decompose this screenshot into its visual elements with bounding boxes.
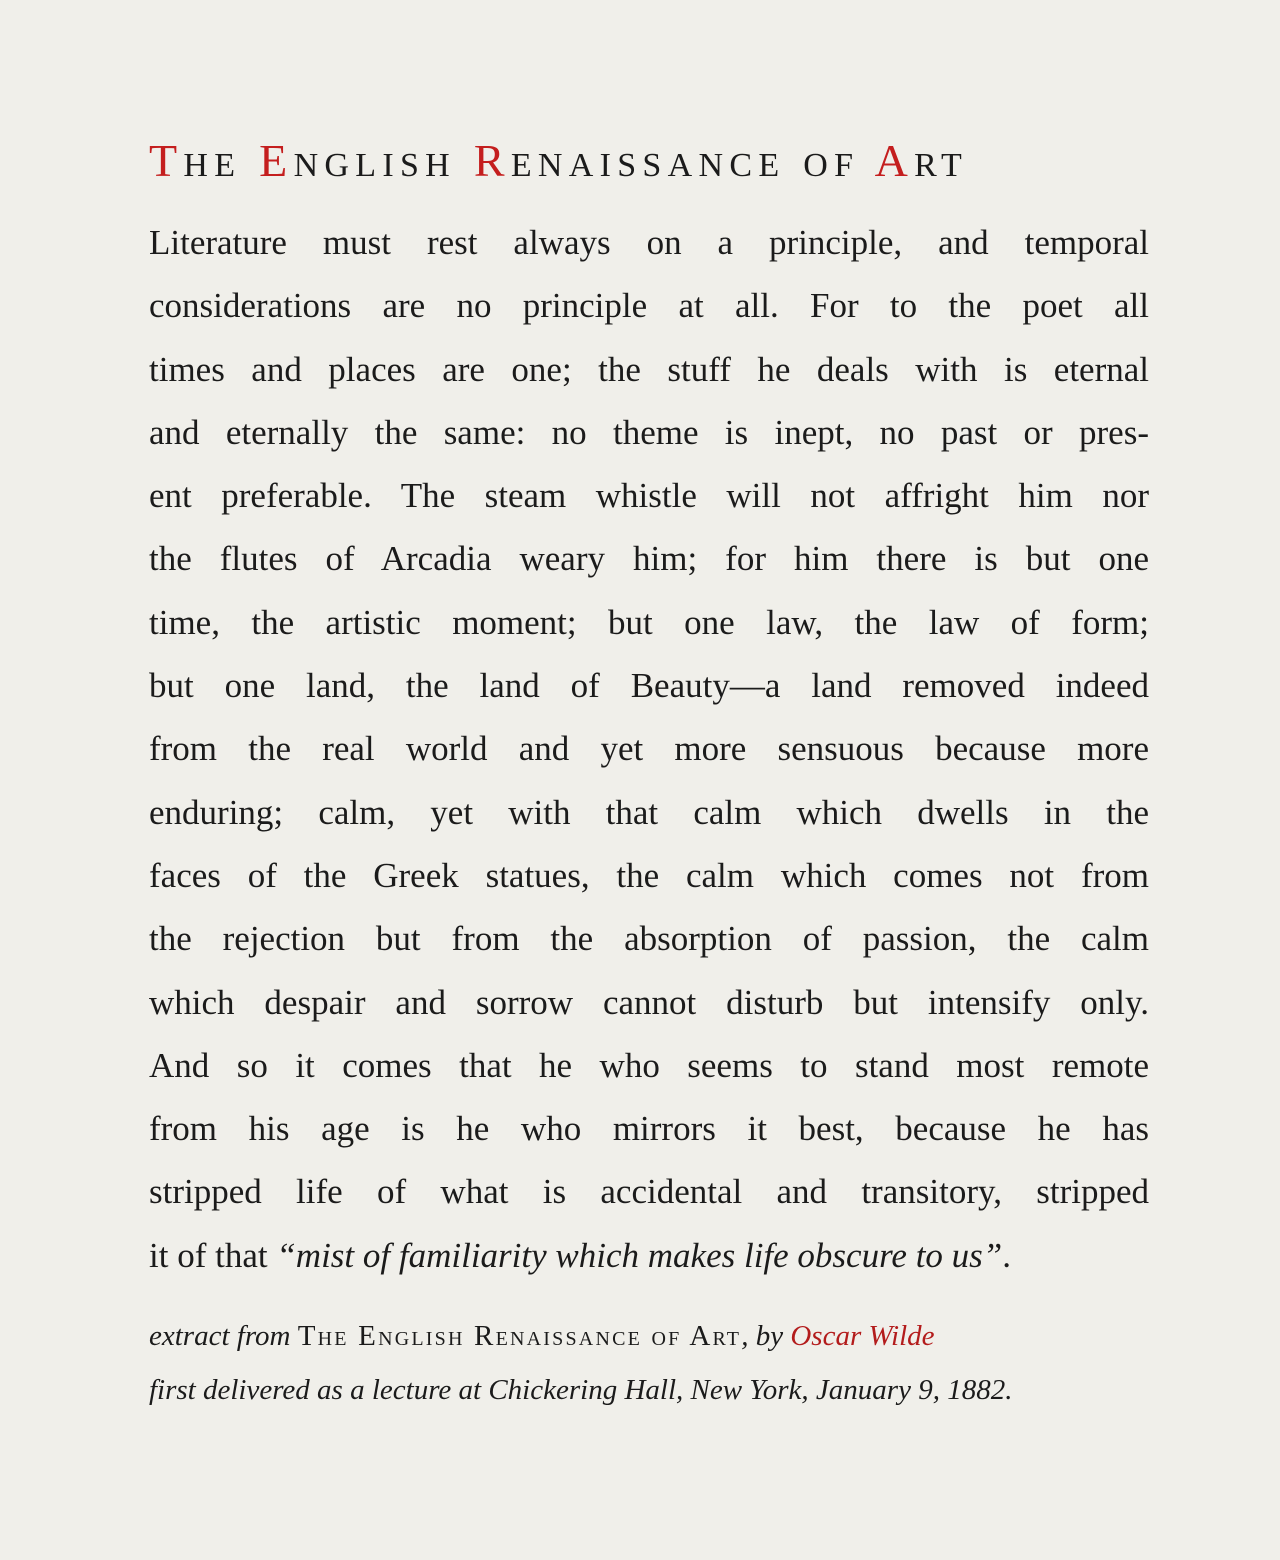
title-initial: T [149, 135, 184, 186]
body-line-last [149, 1224, 1149, 1287]
by-label: , by [741, 1320, 784, 1353]
body-line: times and places are one; the stuff he deals with is eternal [149, 349, 1149, 389]
title-word [149, 135, 241, 186]
body-line: and eternally the same: no theme is inept, no past or pres- [149, 412, 1149, 452]
author-name: Oscar Wilde [790, 1320, 935, 1353]
body-line: from the real world and yet more sensuous because more [149, 729, 1149, 769]
body-line: but one land, the land of Beauty—a land removed indeed [149, 666, 1149, 706]
title-rest: RT [914, 147, 969, 184]
document-title [149, 126, 1149, 201]
title-rest: NGLISH [293, 147, 457, 184]
extract-from-label: extract from [149, 1320, 291, 1353]
title-rest: OF [803, 147, 860, 184]
title-word [803, 135, 859, 186]
work-title: The English Renaissance of Art [297, 1320, 742, 1353]
body-paragraph [149, 211, 1149, 1287]
body-line: which despair and sorrow cannot disturb but intensify only. [149, 982, 1149, 1022]
title-word [474, 135, 786, 186]
body-line: time, the artistic moment; but one law, the law of form; [149, 602, 1149, 642]
title-rest: ENAISSANCE [510, 147, 786, 184]
title-initial: E [259, 135, 294, 186]
body-line: the flutes of Arcadia weary him; for him there is but one [149, 539, 1149, 579]
title-word [875, 135, 969, 186]
attribution-line-2: first delivered as a lecture at Chickering Hall, New York, January 9, 1882. [149, 1374, 1013, 1407]
body-line: ent preferable. The steam whistle will not affright him nor [149, 476, 1149, 516]
document-page [149, 126, 1149, 1417]
attribution-line-1 [149, 1309, 1149, 1363]
title-initial: R [473, 135, 511, 186]
title-rest: HE [183, 147, 242, 184]
last-line-prefix: it of that [149, 1235, 277, 1275]
body-line: considerations are no principle at all. For to the poet all [149, 286, 1149, 326]
body-line: enduring; calm, yet with that calm which dwells in the [149, 792, 1149, 832]
body-line: Literature must rest always on a principle, and temporal [149, 223, 1149, 262]
body-line: the rejection but from the absorption of passion, the calm [149, 919, 1149, 959]
quoted-phrase: “mist of familiarity which makes life obscure to us” [276, 1235, 1003, 1275]
title-word [259, 135, 456, 186]
body-line: stripped life of what is accidental and transitory, stripped [149, 1172, 1149, 1212]
last-line-suffix: . [1002, 1235, 1012, 1275]
body-line: And so it comes that he who seems to stand most remote [149, 1045, 1149, 1085]
title-initial: A [874, 135, 915, 186]
body-line: faces of the Greek statues, the calm which comes not from [149, 855, 1149, 895]
body-line: from his age is he who mirrors it best, because he has [149, 1109, 1149, 1149]
attribution [149, 1309, 1149, 1417]
